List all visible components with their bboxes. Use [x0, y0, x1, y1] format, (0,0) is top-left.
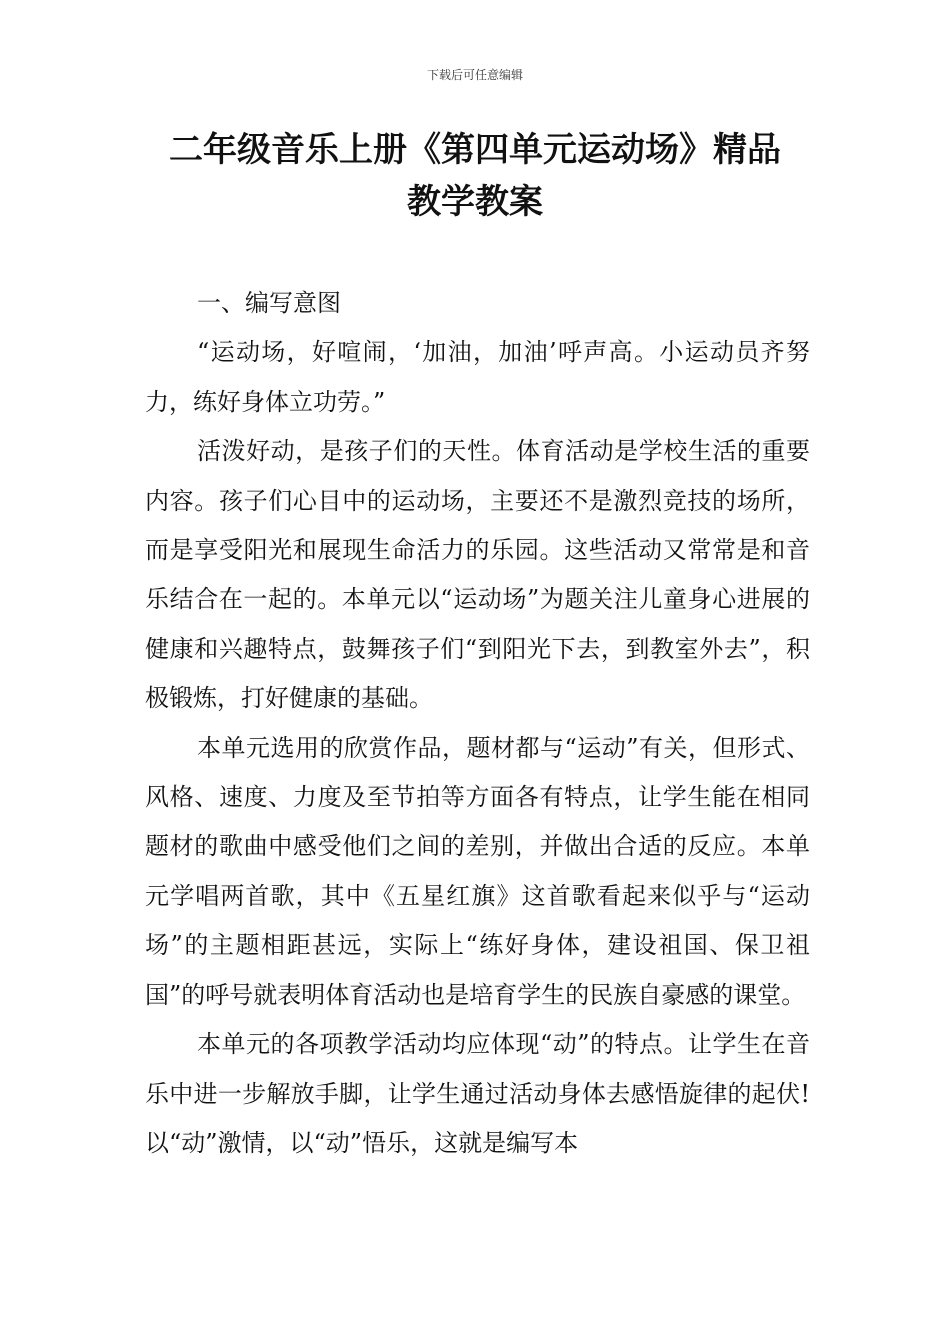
document-body: [145, 279, 810, 1168]
section-heading: 一、编写意图: [197, 289, 341, 317]
header-note: 下载后可任意编辑: [426, 68, 523, 82]
paragraph: 本单元选用的欣赏作品，题材都与“运动”有关，但形式、风格、速度、力度及至节拍等方面各有特点，让学生能在相同题材的歌曲中感受他们之间的差别，并做出合适的反应。本单元学唱两首歌，其中《五星红旗》这首歌看起来似乎与“运动场”的主题相距甚远，实际上“练好身体，建设祖国、保卫祖国”的呼号就表明体育活动也是培育学生的民族自豪感的课堂。: [145, 733, 810, 1009]
paragraph-quote: “运动场，好喧闹，‘加油，加油’呼声高。小运动员齐努力，练好身体立功劳。”: [145, 338, 810, 416]
title-line-2: 教学教案: [407, 182, 543, 222]
document-title: [120, 124, 830, 228]
title-line-1: 二年级音乐上册《第四单元运动场》精品: [169, 130, 781, 170]
paragraph: 活泼好动，是孩子们的天性。体育活动是学校生活的重要内容。孩子们心目中的运动场，主要还不是激烈竞技的场所，而是享受阳光和展现生命活力的乐园。这些活动又常常是和音乐结合在一起的。本单元以“运动场”为题关注儿童身心进展的健康和兴趣特点，鼓舞孩子们“到阳光下去，到教室外去”，积极锻炼，打好健康的基础。: [145, 437, 810, 713]
paragraph: 本单元的各项教学活动均应体现“动”的特点。让学生在音乐中进一步解放手脚，让学生通过活动身体去感悟旋律的起伏!以“动”激情，以“动”悟乐，这就是编写本: [145, 1030, 810, 1157]
